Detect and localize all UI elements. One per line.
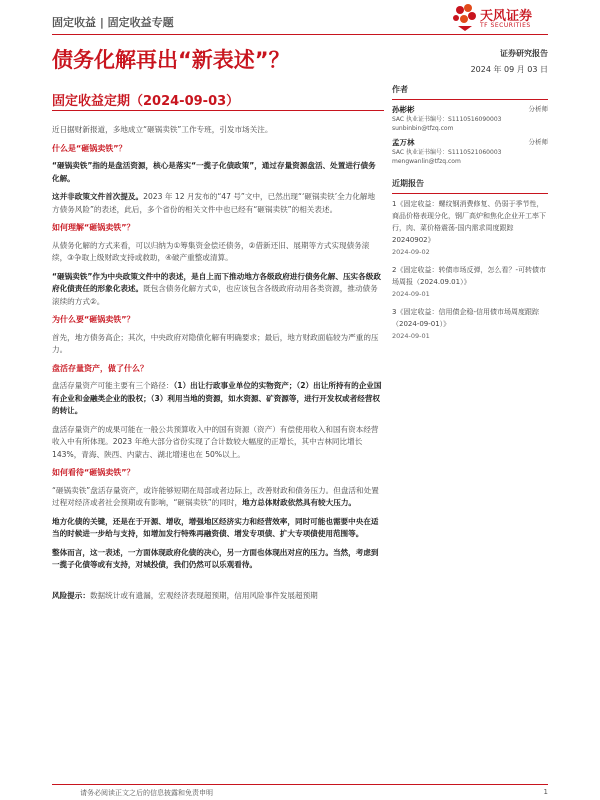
paragraph-text: 2023 年 12 月发布的“47 号”文中，已然出现“‘砸锅卖铁’全力化解地方债务风险”的表述，此后，多个省份的相关文件中也已经有“砸锅卖铁”的相关表述。 <box>52 192 376 214</box>
paragraph: 整体而言，这一表述，一方面体现政府化债的决心，另一方面也体现出对应的压力。当然，考虑到一揽子化债等或有支持，对城投债，我们仍然可以乐观看待。 <box>52 547 379 569</box>
paragraph: 首先，地方债务高企；其次，中央政府对隐债化解有明确要求；最后，地方财政面临较为严重的压力。 <box>52 332 379 354</box>
related-report-link[interactable]: 2《固定收益：转债市场反弹，怎么看？-可转债市场周报（2024.09.01）》 <box>392 266 546 286</box>
author-cert: SAC 执业证书编号：S1110521060003 <box>392 149 502 156</box>
paragraph: “砸锅卖铁”指的是盘活资源，核心是落实“一揽子化债政策”，通过存量资源盘活、处置进行债务化解。 <box>52 161 376 183</box>
paragraph-text: 盘活存量资产可能主要有三个路径： <box>52 381 174 390</box>
related-report-date: 2024-09-01 <box>392 332 430 340</box>
paragraph <box>52 380 382 418</box>
logo-name: 天风证券 <box>480 9 533 24</box>
header-divider <box>52 34 548 35</box>
page-subtitle: 固定收益定期（2024-09-03） <box>52 94 240 109</box>
page-number: 1 <box>543 788 548 796</box>
author-role: 分析师 <box>528 105 548 113</box>
author-email[interactable]: sunbinbin@tfzq.com <box>392 125 454 132</box>
authors-heading: 作者 <box>392 85 408 94</box>
main-content <box>52 124 382 608</box>
paragraph-text: “砸锅卖铁”盘活存量资产，或许能够短期在局部或者边际上，改善财政和债务压力。但盘活和处置过程对经济或者社会预期或有影响，“砸锅卖铁”的同时， <box>52 485 379 507</box>
paragraph: 盘活存量资产的成果可能在一般公共预算收入中的国有资源（资产）有偿使用收入和国有资本经营收入中有所体现。2023 年绝大部分省份实现了合计数较大幅度的正增长，其中吉林同比增长 143%，青海、陕西、内蒙古、湖北增速也在 50%以上。 <box>52 424 379 459</box>
author-name: 孙彬彬 <box>392 105 415 114</box>
paragraph <box>52 191 382 216</box>
author-cert: SAC 执业证书编号：S1110516090003 <box>392 116 502 123</box>
related-report-link[interactable]: 1《固定收益：螺纹钢消费修复、仍弱于季节性，商品价格表现分化，钢厂高炉和焦化企业开工率下行，肉、菜价格震荡-国内需求周度跟踪 20240902》 <box>392 200 546 244</box>
author-block <box>392 137 548 166</box>
header-tag: 固定收益 | 固定收益专题 <box>52 16 174 29</box>
report-type: 证券研究报告 <box>500 49 548 58</box>
paragraph <box>52 271 382 309</box>
risk-paragraph <box>52 590 382 603</box>
authors-divider <box>392 99 548 100</box>
bold-lead: 这并非政策文件首次提及。 <box>52 192 144 201</box>
paragraph: 从债务化解的方式来看，可以归纳为①筹集资金偿还债务，②借新还旧、展期等方式实现债务滚续，③争取上级财政支持或救助，④破产重整或清算。 <box>52 240 370 262</box>
paragraph: 地方化债的关键，还是在于开源、增收，增强地区经济实力和经营效率，同时可能也需要中央在适当的时候进一步给与支持，如增加发行特殊再融资债、增发专项债、扩大专项债使用范围等。 <box>52 516 379 538</box>
author-email[interactable]: mengwanlin@tfzq.com <box>392 158 461 165</box>
subtitle-divider <box>52 110 384 111</box>
paragraph <box>52 485 382 510</box>
related-report-link[interactable]: 3《固定收益：信用债企稳-信用债市场周度跟踪（2024-09-01）》 <box>392 308 539 328</box>
logo-en: TF SECURITIES <box>480 22 531 29</box>
related-reports-panel <box>392 178 548 348</box>
intro-paragraph: 近日据财新报道，多地成立“砸锅卖铁”工作专班，引发市场关注。 <box>52 125 273 134</box>
section-heading: 如何理解“砸锅卖铁”？ <box>52 223 135 232</box>
author-role: 分析师 <box>528 138 548 146</box>
section-heading: 如何看待“砸锅卖铁”？ <box>52 468 135 477</box>
risk-text: 数据统计或有遗漏，宏观经济表现超预期，信用风险事件发展超预期 <box>89 590 318 600</box>
author-name: 孟万林 <box>392 138 415 147</box>
related-divider <box>392 193 548 194</box>
bold-lead: “砸锅卖铁”作为中央政策文件中的表述，是自上而下推动地方各级政府进行债务化解、压实各级政府化债责任的形象化表述。 <box>52 271 381 293</box>
authors-panel <box>392 84 548 166</box>
section-heading: 为什么要“砸锅卖铁”？ <box>52 315 135 324</box>
related-report-date: 2024-09-02 <box>392 248 430 256</box>
section-heading: 盘活存量资产，做了什么？ <box>52 363 148 373</box>
author-block <box>392 104 548 133</box>
related-report-date: 2024-09-01 <box>392 290 430 298</box>
bold-text: 地方总体财政依然具有较大压力。 <box>242 498 357 507</box>
footer-divider <box>52 784 548 785</box>
bold-text: （1）出让行政事业单位的实物资产；（2）出让所持有的企业国有企业和金融类企业的股权；（3）利用当地的资源，如水资源、矿资源等，进行开发权或者经营权的转让。 <box>52 381 382 415</box>
paragraph-text: 既包含债务化解方式①，也应该包含各级政府动用各类资源，推动债务滚续的方式②。 <box>52 284 378 306</box>
risk-label: 风险提示： <box>52 590 90 600</box>
related-heading: 近期报告 <box>392 179 424 188</box>
section-heading: 什么是“砸锅卖铁”？ <box>52 143 127 153</box>
report-date: 2024 年 09 月 03 日 <box>470 65 548 74</box>
page-title: 债务化解再出“新表述”？ <box>52 48 290 72</box>
footer-disclaimer: 请务必阅读正文之后的信息披露和免责申明 <box>80 789 213 797</box>
